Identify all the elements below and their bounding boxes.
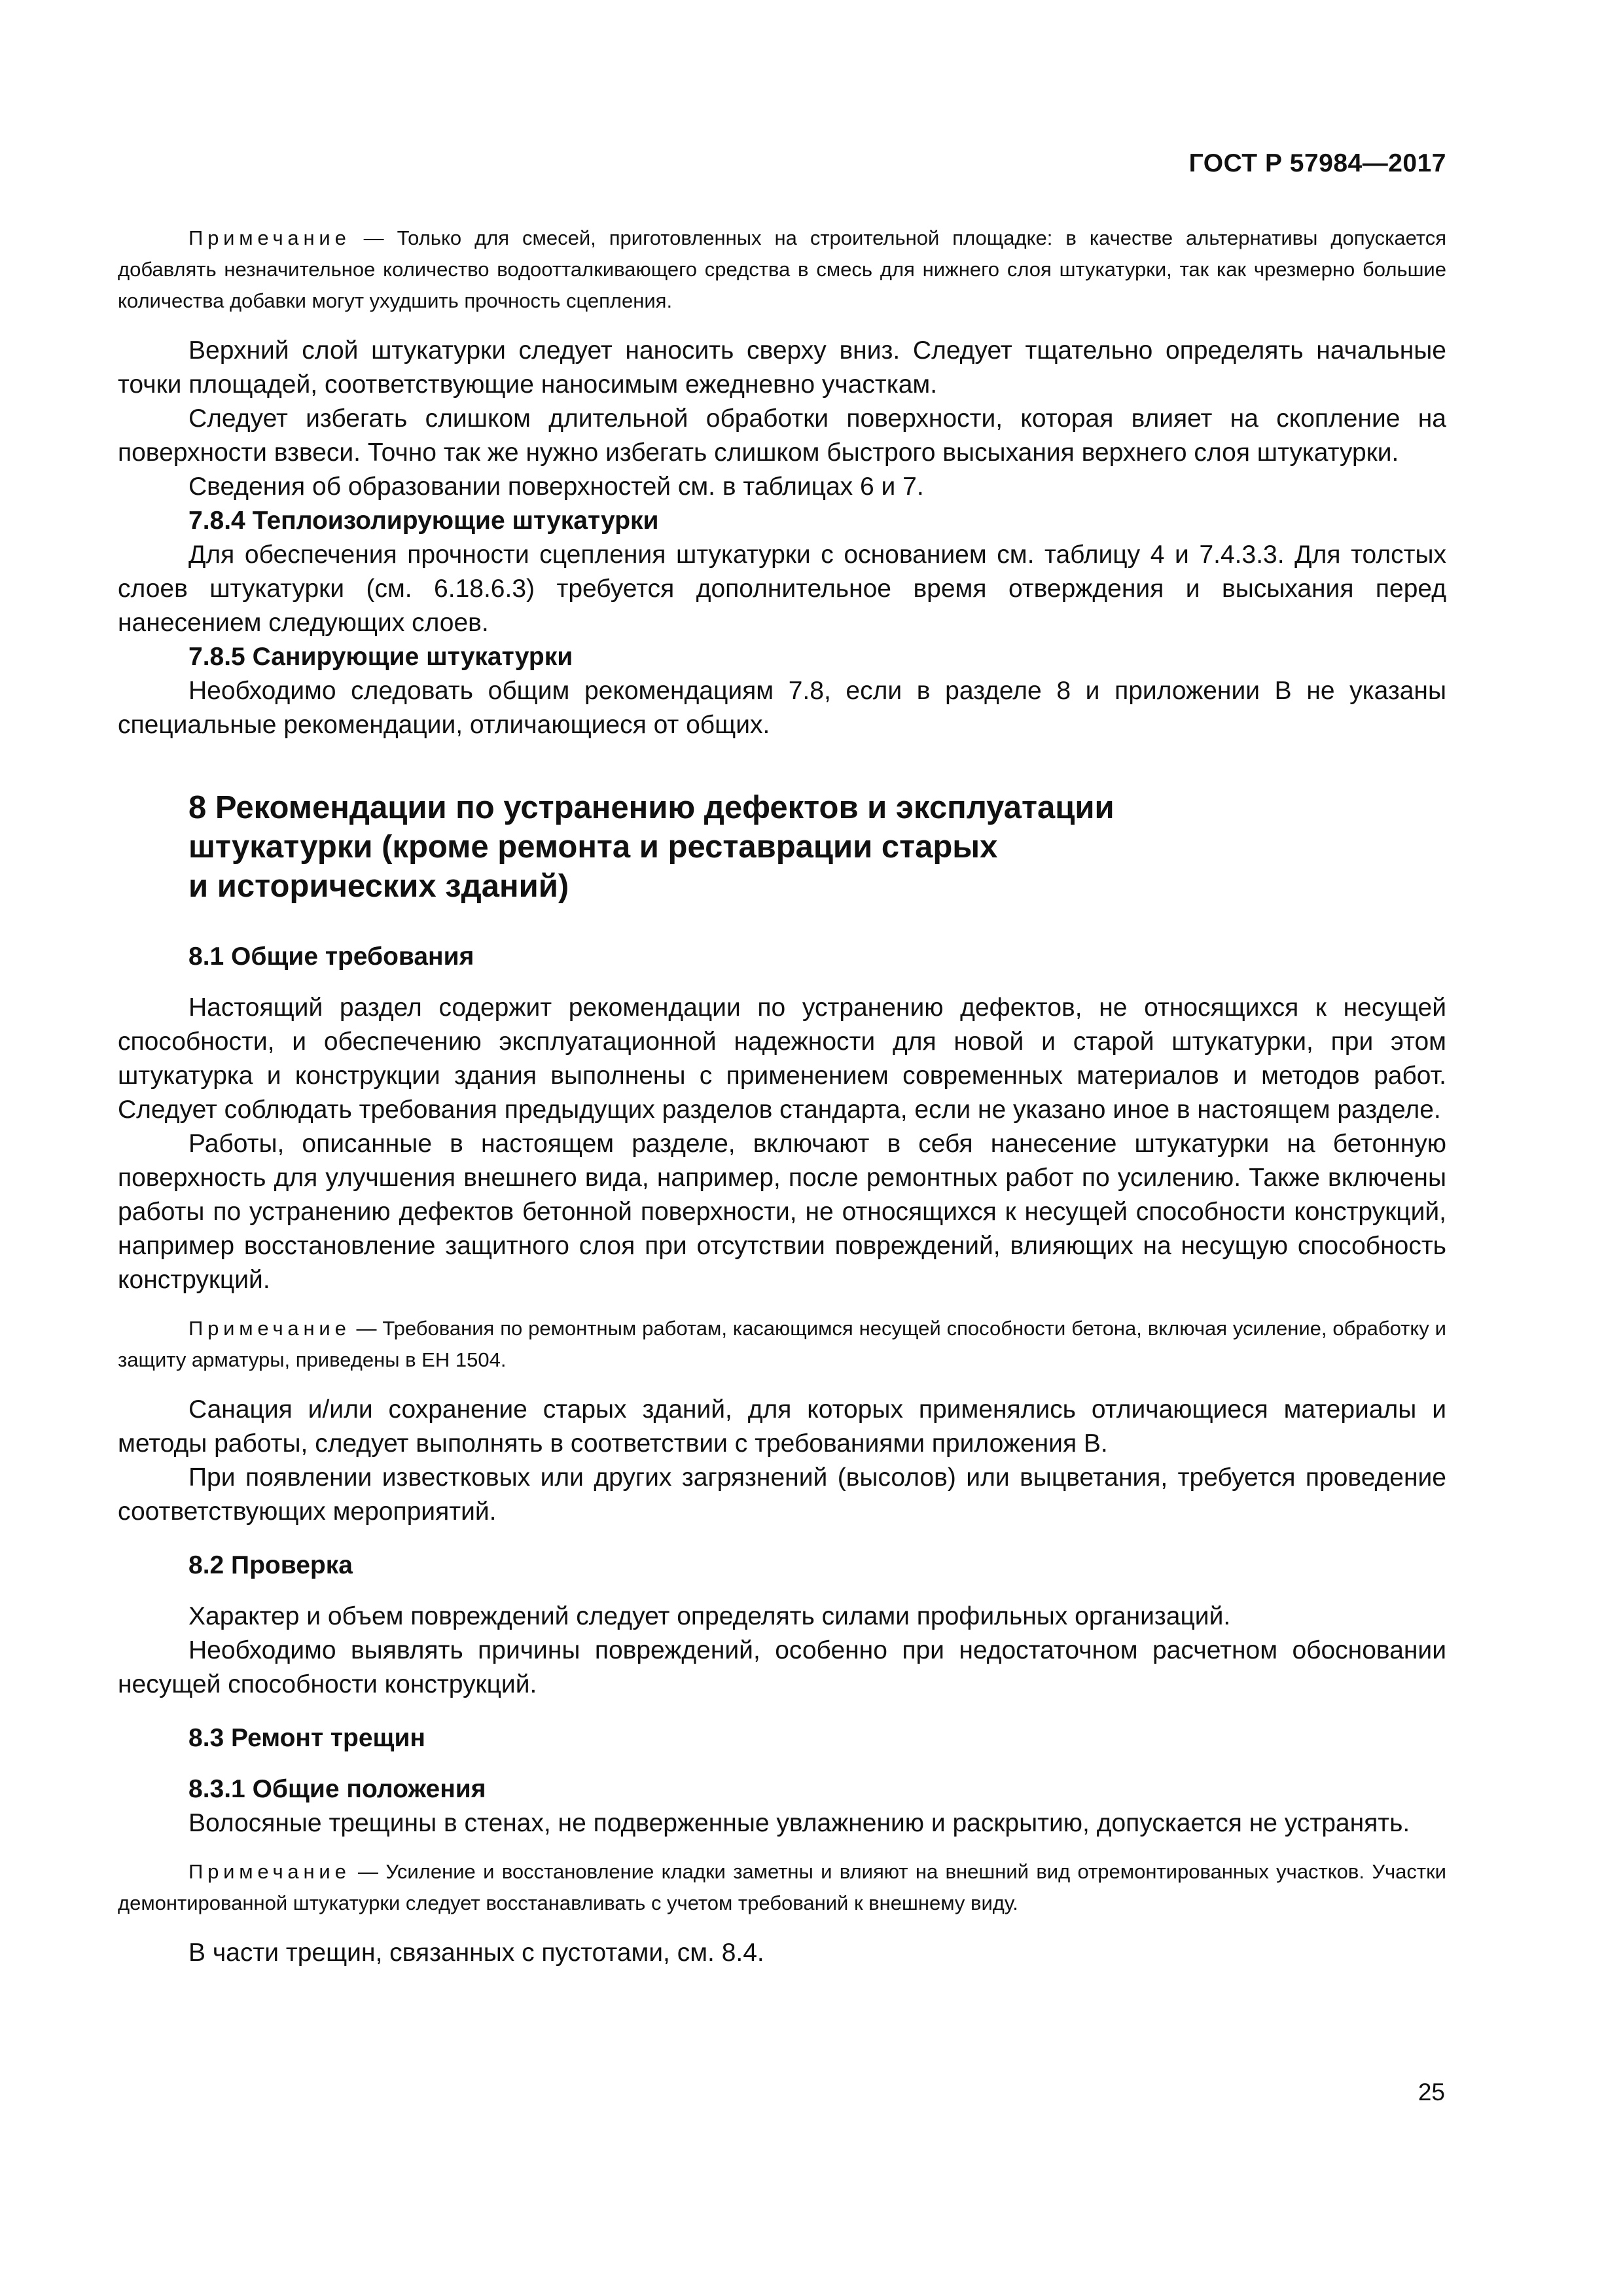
note-text: — Требования по ремонтным работам, касающимся несущей способности бетона, включая усиление, обработку и защиту арматуры, приведены в ЕН 1504. [118, 1317, 1446, 1371]
note [118, 1856, 1446, 1919]
paragraph: Настоящий раздел содержит рекомендации по устранению дефектов, не относящихся к несущей способности, и обеспечению эксплуатационной надежности для новой и старой штукатурки, при этом штукатурка и конструкции здания выполнены с применением современных материалов и методов работ. Следует соблюдать требования предыдущих разделов стандарта, если не указано иное в настоящем разделе. [118, 994, 1446, 1124]
subsection-heading: 7.8.4 Теплоизолирующие штукатурки [188, 507, 659, 535]
subsection-heading: 7.8.5 Санирующие штукатурки [188, 643, 573, 671]
note-label: Примечание [188, 1860, 351, 1883]
paragraph: Санация и/или сохранение старых зданий, для которых применялись отличающиеся материалы и методы работы, следует выполнять в соответствии с требованиями приложения В. [118, 1395, 1446, 1458]
section-heading-line: штукатурки (кроме ремонта и реставрации старых [188, 829, 998, 865]
paragraph: Волосяные трещины в стенах, не подверженные увлажнению и раскрытию, допускается не устранять. [188, 1809, 1410, 1837]
paragraph: Работы, описанные в настоящем разделе, включают в себя нанесение штукатурки на бетонную поверхность для улучшения внешнего вида, например, после ремонтных работ по усилению. Также включены работы по устранению дефектов бетонной поверхности, не относящихся к несущей способности конструкций, например восстановление защитного слоя при отсутствии повреждений, влияющих на несущую способность конструкций. [118, 1130, 1446, 1294]
note-label: Примечание [188, 226, 351, 249]
subsection-heading: 8.2 Проверка [188, 1551, 353, 1579]
paragraph: Необходимо следовать общим рекомендациям 7.8, если в разделе 8 и приложении В не указаны специальные рекомендации, отличающиеся от общих. [118, 677, 1446, 739]
spacer [118, 1297, 1446, 1313]
paragraph: Верхний слой штукатурки следует наносить сверху вниз. Следует тщательно определять начальные точки площадей, соответствующие наносимым ежедневно участкам. [118, 336, 1446, 399]
note [118, 223, 1446, 317]
paragraph: Сведения об образовании поверхностей см. в таблицах 6 и 7. [188, 473, 924, 501]
note-text: — Только для смесей, приготовленных на строительной площадке: в качестве альтернативы допускается добавлять незначительное количество водоотталкивающего средства в смесь для нижнего слоя штукатурки, так как чрезмерно большие количества добавки могут ухудшить прочность сцепления. [118, 226, 1446, 312]
note-label: Примечание [188, 1317, 351, 1340]
paragraph: Необходимо выявлять причины повреждений, особенно при недостаточном расчетном обосновании несущей способности конструкций. [118, 1636, 1446, 1698]
note-text: — Усиление и восстановление кладки заметны и влияют на внешний вид отремонтированных участков. Участки демонтированной штукатурки следует восстанавливать с учетом требований к внешнему виду. [118, 1860, 1446, 1914]
paragraph: Следует избегать слишком длительной обработки поверхности, которая влияет на скопление на поверхности взвеси. Точно так же нужно избегать слишком быстрого высыхания верхнего слоя штукатурки. [118, 404, 1446, 467]
paragraph: Характер и объем повреждений следует определять силами профильных организаций. [188, 1602, 1231, 1630]
subsection-heading: 8.1 Общие требования [188, 942, 474, 971]
section-heading-line: и исторических зданий) [188, 869, 569, 904]
section-heading-line: 8 Рекомендации по устранению дефектов и эксплуатации [188, 790, 1115, 825]
spacer [118, 1840, 1446, 1856]
document-header: ГОСТ Р 57984—2017 [1188, 149, 1446, 177]
page-number: 25 [1418, 2079, 1445, 2106]
note [118, 1313, 1446, 1376]
paragraph: Для обеспечения прочности сцепления штукатурки с основанием см. таблицу 4 и 7.4.3.3. Для толстых слоев штукатурки (см. 6.18.6.3) требуется дополнительное время отверждения и высыхания перед нанесением следующих слоев. [118, 541, 1446, 637]
paragraph: При появлении известковых или других загрязнений (высолов) или выцветания, требуется проведение соответствующих мероприятий. [118, 1463, 1446, 1526]
paragraph: В части трещин, связанных с пустотами, см. 8.4. [188, 1939, 764, 1967]
document-body [118, 223, 1446, 1970]
subsection-heading: 8.3 Ремонт трещин [188, 1724, 425, 1752]
subsection-heading: 8.3.1 Общие положения [188, 1775, 486, 1803]
section-heading [118, 788, 1170, 906]
